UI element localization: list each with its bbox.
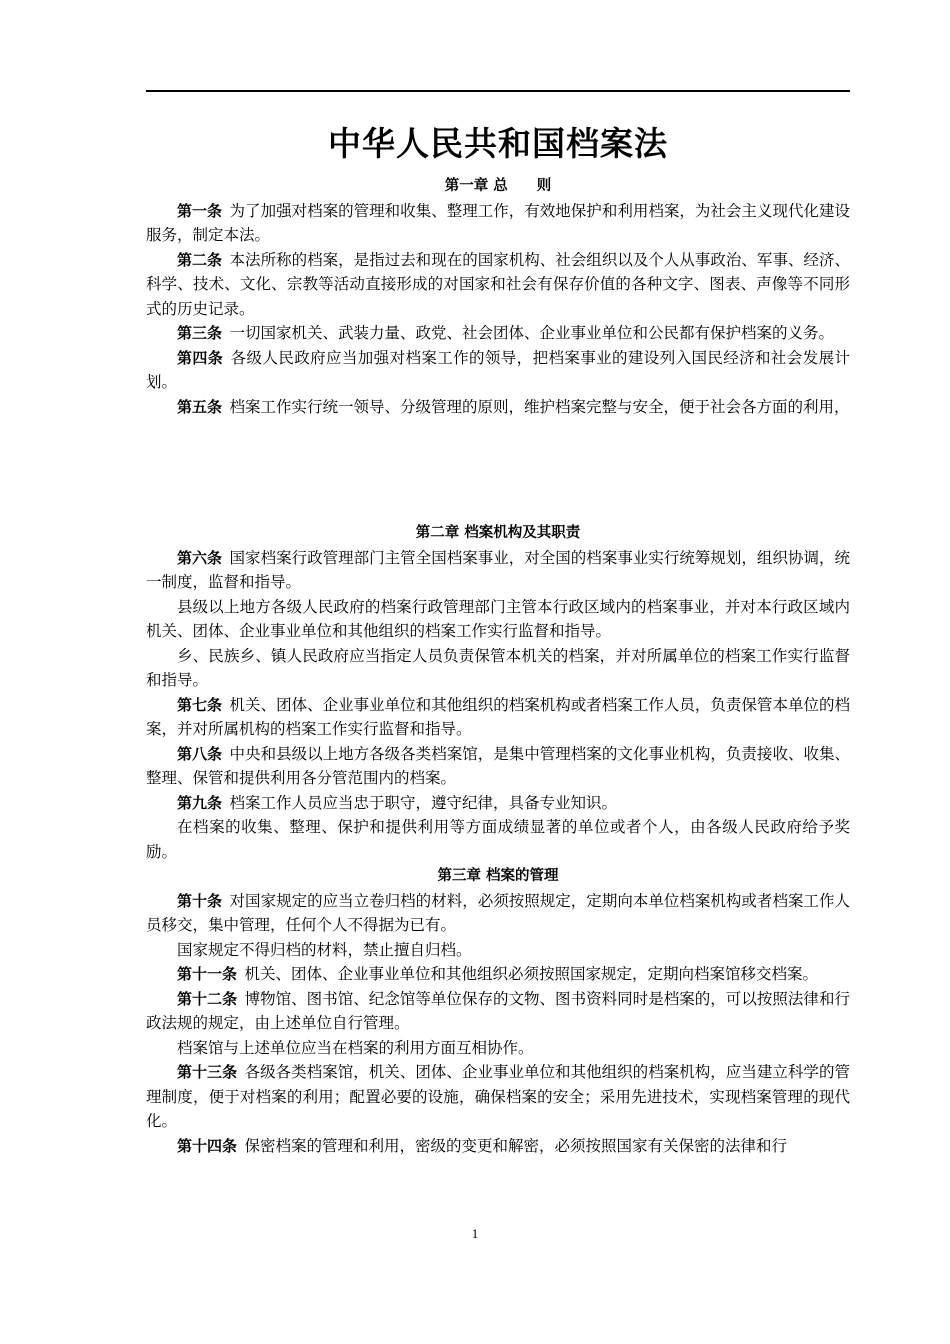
clause-paragraph: [146, 595, 850, 644]
document-body: [146, 112, 850, 1158]
article-paragraph: [146, 199, 850, 248]
article-text: 中央和县级以上地方各级各类档案馆，是集中管理档案的文化事业机构，负责接收、收集、整理、保管和提供利用各分管范围内的档案。: [146, 744, 850, 787]
header-rule: [146, 90, 850, 92]
article-paragraph: [146, 346, 850, 395]
article-paragraph: [146, 791, 850, 816]
article-text: 档案工作人员应当忠于职守，遵守纪律，具备专业知识。: [229, 793, 618, 812]
article-paragraph: [146, 889, 850, 938]
chapter-2: [146, 521, 850, 864]
chapter-3: [146, 864, 850, 1158]
article-paragraph: [146, 1060, 850, 1134]
article-paragraph: [146, 395, 850, 420]
article-text: 机关、团体、企业事业单位和其他组织必须按照国家规定，定期向档案馆移交档案。: [244, 965, 819, 983]
article-paragraph: [146, 546, 850, 595]
article-number: 第九条: [177, 793, 223, 812]
article-number: 第四条: [177, 348, 224, 367]
chapter-1: [146, 174, 850, 419]
article-text: 保密档案的管理和利用，密级的变更和解密，必须按照国家有关保密的法律和行: [244, 1136, 788, 1155]
chapter-heading: 第一章 总 则: [444, 178, 552, 194]
document-title: 中华人民共和国档案法: [328, 124, 668, 163]
clause-paragraph: [146, 644, 850, 693]
clause-paragraph: [146, 815, 850, 864]
article-number: 第三条: [177, 324, 223, 342]
article-paragraph: [146, 742, 850, 791]
page-number: 1: [471, 1226, 479, 1241]
article-number: 第七条: [177, 695, 223, 714]
clause-paragraph: [146, 1036, 850, 1061]
article-text: 档案工作实行统一领导、分级管理的原则，维护档案完整与安全，便于社会各方面的利用，: [229, 397, 850, 416]
article-number: 第十三条: [177, 1063, 238, 1081]
article-text: 国家档案行政管理部门主管全国档案事业，对全国的档案事业实行统筹规划，组织协调，统一制度，监督和指导。: [146, 548, 850, 591]
clause-text: 县级以上地方各级人民政府的档案行政管理部门主管本行政区域内的档案事业，并对本行政区域内机关、团体、企业事业单位和其他组织的档案工作实行监督和指导。: [146, 597, 850, 640]
article-paragraph: [146, 321, 850, 346]
article-number: 第十一条: [177, 965, 238, 983]
article-number: 第十二条: [177, 989, 238, 1008]
article-paragraph: [146, 248, 850, 322]
article-number: 第十四条: [177, 1136, 238, 1155]
article-number: 第五条: [177, 397, 223, 416]
article-number: 第六条: [177, 548, 223, 567]
clause-paragraph: [146, 938, 850, 963]
chapter-heading: 第三章 档案的管理: [437, 868, 559, 884]
clause-text: 在档案的收集、整理、保护和提供利用等方面成绩显著的单位或者个人，由各级人民政府给予奖励。: [146, 818, 850, 861]
article-paragraph: [146, 987, 850, 1036]
article-text: 各级各类档案馆，机关、团体、企业事业单位和其他组织的档案机构，应当建立科学的管理制度，便于对档案的利用；配置必要的设施，确保档案的安全；采用先进技术，实现档案管理的现代化。: [146, 1063, 850, 1130]
article-number: 第十条: [177, 891, 223, 910]
article-text: 机关、团体、企业事业单位和其他组织的档案机构或者档案工作人员，负责保管本单位的档案，并对所属机构的档案工作实行监督和指导。: [146, 695, 850, 738]
clause-text: 乡、民族乡、镇人民政府应当指定人员负责保管本机关的档案，并对所属单位的档案工作实行监督和指导。: [146, 646, 850, 689]
article-text: 一切国家机关、武装力量、政党、社会团体、企业事业单位和公民都有保护档案的义务。: [229, 324, 835, 342]
article-text: 各级人民政府应当加强对档案工作的领导，把档案事业的建设列入国民经济和社会发展计划。: [146, 348, 850, 391]
article-paragraph: [146, 693, 850, 742]
article-text: 对国家规定的应当立卷归档的材料，必须按照规定，定期向本单位档案机构或者档案工作人员移交，集中管理，任何个人不得据为已有。: [146, 891, 850, 934]
article-text: 博物馆、图书馆、纪念馆等单位保存的文物、图书资料同时是档案的，可以按照法律和行政法规的规定，由上述单位自行管理。: [146, 989, 850, 1032]
article-paragraph: [146, 1134, 850, 1159]
article-number: 第一条: [177, 201, 223, 220]
article-text: 为了加强对档案的管理和收集、整理工作，有效地保护和利用档案，为社会主义现代化建设服务，制定本法。: [146, 201, 850, 244]
clause-text: 国家规定不得归档的材料，禁止擅自归档。: [177, 940, 472, 959]
article-number: 第八条: [177, 744, 223, 763]
article-text: 本法所称的档案，是指过去和现在的国家机构、社会组织以及个人从事政治、军事、经济、科学、技术、文化、宗教等活动直接形成的对国家和社会有保存价值的各种文字、图表、声像等不同形式的历史记录。: [146, 250, 850, 318]
article-paragraph: [146, 962, 850, 987]
chapter-heading: 第二章 档案机构及其职责: [415, 525, 581, 541]
article-number: 第二条: [177, 250, 223, 269]
clause-text: 档案馆与上述单位应当在档案的利用方面互相协作。: [177, 1038, 534, 1057]
